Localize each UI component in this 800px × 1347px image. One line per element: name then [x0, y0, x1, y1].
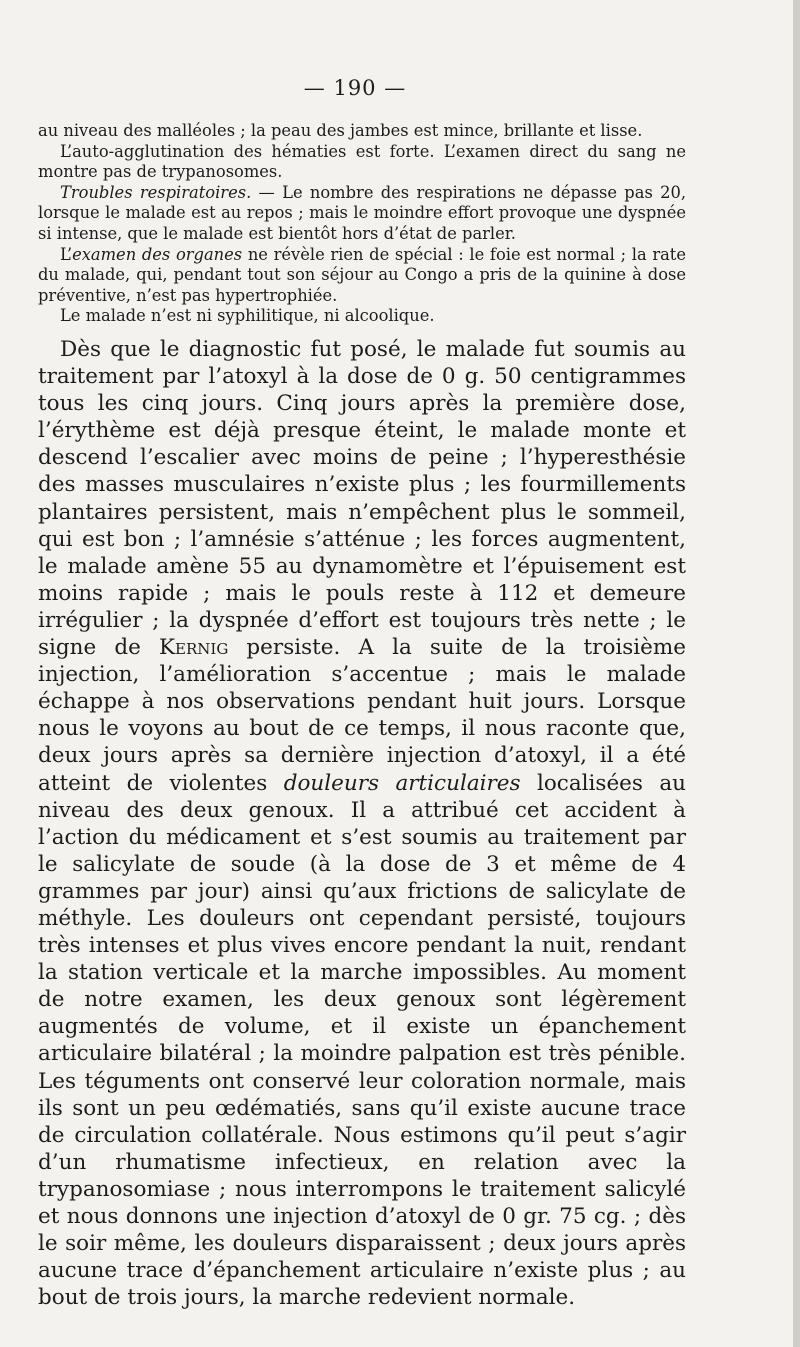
paragraph-malleoles: au niveau des malléoles ; la peau des jambes est mince, brillante et lisse. [38, 121, 643, 140]
heading-examen-organes: examen des organes [72, 244, 243, 264]
name-kernig: Kernig [158, 635, 229, 661]
paragraph-examen-organes: L’examen des organes ne révèle rien de spécial : le foie est normal ; la rate du malade, qui, pendant tout son séjour au Congo a pris de la quinine à dose préventive, n’est pas hypertrophiée. [38, 244, 686, 305]
page-edge-shadow [793, 0, 800, 1347]
term-douleurs-articulaires: douleurs articulaires [283, 770, 521, 796]
paragraph-syphilitique: Le malade n’est ni syphilitique, ni alcoolique. [60, 306, 435, 326]
page-number: — 190 — [303, 76, 407, 100]
small-print-section [38, 121, 686, 327]
heading-troubles-respiratoires: Troubles respiratoires. [60, 182, 252, 202]
paragraph-traitement: Dès que le diagnostic fut posé, le malade fut soumis au traitement par l’atoxyl à la dose de 0 g. 50 centigrammes tous les cinq jours. Cinq jours après la première dose, l’érythème est déjà presque éteint, le malade monte et descend l’escalier avec moins de peine ; l’hyperesthésie des masses musculaires n’existe plus ; les fourmillements plantaires persistent, mais n’empêchent plus le sommeil, qui est bon ; l’amnésie s’atténue ; les forces augmentent, le malade amène 55 au dynamomètre et l’épuisement est moins rapide ; mais le pouls reste à 112 et demeure irrégulier ; la dyspnée d’effort est toujours très nette ; le signe de Kernig persiste. A la suite de la troisième injection, l’amélioration s’accentue ; mais le malade échappe à nos observations pendant huit jours. Lorsque nous le voyons au bout de ce temps, il nous raconte que, deux jours après sa dernière injection d’atoxyl, il a été atteint de violentes douleurs articulaires localisées au niveau des deux genoux. Il a attribué cet accident à l’action du médicament et s’est soumis au traitement par le salicylate de soude (à la dose de 3 et même de 4 grammes par jour) ainsi qu’aux frictions de salicylate de méthyle. Les douleurs ont cependant persisté, toujours très intenses et plus vives encore pendant la nuit, rendant la station verticale et la marche impossibles. Au moment de notre examen, les deux genoux sont légèrement augmentés de volume, et il existe un épanchement articulaire bilatéral ; la moindre palpation est très pénible. Les téguments ont conservé leur coloration normale, mais ils sont un peu œdématiés, sans qu’il existe aucune trace de circulation collatérale. Nous estimons qu’il peut s’agir d’un rhumatisme infectieux, en relation avec la trypanosomiase ; nous interrompons le traitement salicylé et nous donnons une injection d’atoxyl de 0 gr. 75 cg. ; dès le soir même, les douleurs disparaissent ; deux jours après aucune trace d’épanchement articulaire n’existe plus ; au bout de trois jours, la marche redevient normale. [38, 337, 687, 1311]
paragraph-troubles-respiratoires: Troubles respiratoires. — Le nombre des respirations ne dépasse pas 20, lorsque le malade est au repos ; mais le moindre effort provoque une dyspnée si intense, que le malade est bientôt hors d’état de parler. [38, 182, 686, 243]
main-text-section [38, 336, 686, 1311]
paragraph-agglutination: L’auto-agglutination des hématies est forte. L’examen direct du sang ne montre pas de trypanosomes. [38, 141, 686, 182]
